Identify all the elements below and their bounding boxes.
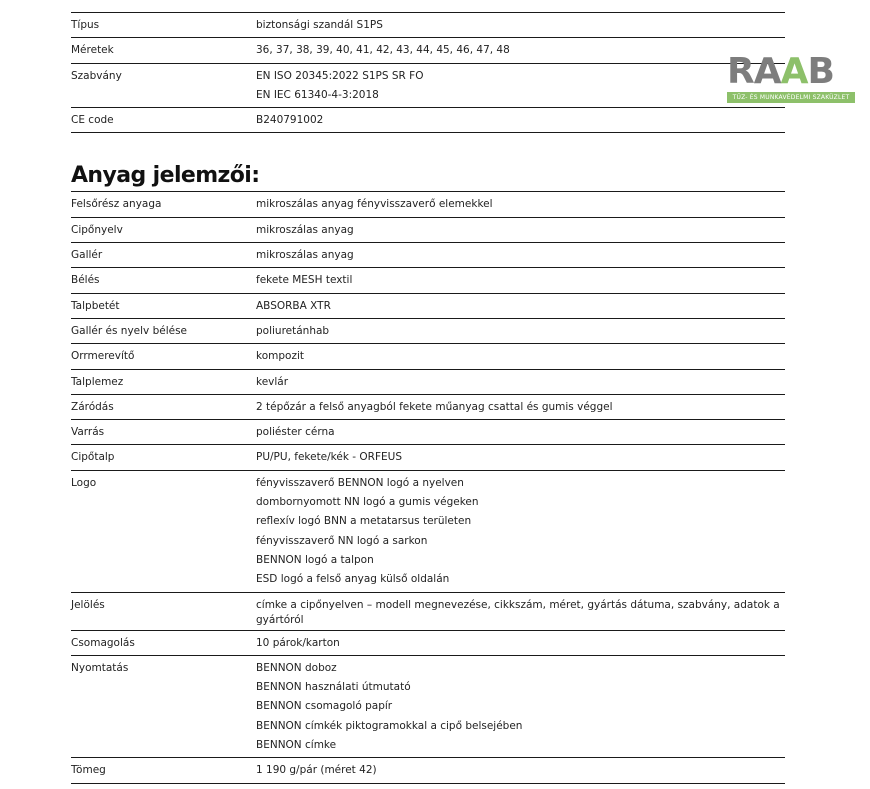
value-line: 2 tépőzár a felső anyagból fekete műanyag csattal és gumis véggel [256,400,613,413]
value-line: biztonsági szandál S1PS [256,19,383,31]
table-row [71,242,785,267]
value-line: BENNON doboz [256,661,337,674]
value-line: kevlár [256,375,289,388]
row-value [256,322,785,341]
table-row [71,470,785,592]
table-row [71,655,785,757]
spec-table [71,12,785,133]
value-line: reflexív logó BNN a metatarsus területen [256,515,472,528]
row-value [256,596,785,628]
row-label: Méretek [71,44,114,57]
value-line: poliuretánhab [256,324,330,337]
row-label: Gallér és nyelv bélése [71,324,188,337]
value-line: BENNON használati útmutató [256,681,411,694]
table-row [71,369,785,394]
row-value [256,474,785,590]
row-label: Típus [71,19,100,31]
value-line: EN IEC 61340-4-3:2018 [256,88,379,101]
table-row [71,107,785,133]
row-value [256,659,785,755]
row-label: Tömeg [71,764,106,777]
row-label: Talpbetét [71,299,120,312]
row-label: Bélés [71,274,100,287]
logo-wordmark: RAAB [727,51,834,92]
table-row [71,444,785,469]
table-row [71,343,785,368]
value-line: mikroszálas anyag [256,223,354,236]
value-line: fekete MESH textil [256,274,353,287]
row-value [256,221,785,240]
row-value [256,271,785,290]
row-label: Záródás [71,400,114,413]
table-row [71,12,785,37]
value-line: ESD logó a felső anyag külső oldalán [256,573,450,586]
value-line: BENNON logó a talpon [256,553,374,566]
table-row [71,592,785,630]
value-line: BENNON címke [256,739,337,752]
spec-sheet [71,0,785,784]
row-label: Jelölés [71,598,105,611]
row-value [256,41,785,60]
row-label: Talplemez [71,375,124,388]
table-row [71,757,785,783]
row-label: Logo [71,476,97,489]
value-line: BENNON csomagoló papír [256,700,393,713]
table-row [71,191,785,216]
row-label: Nyomtatás [71,661,129,674]
row-label: Gallér [71,249,103,262]
row-value [256,297,785,316]
row-label: Orrmerevítő [71,350,135,363]
row-label: Cipőnyelv [71,223,123,236]
row-value [256,423,785,442]
row-value [256,111,785,130]
value-line: PU/PU, fekete/kék - ORFEUS [256,451,402,464]
value-line: fényvisszaverő NN logó a sarkon [256,534,428,547]
value-line: címke a cipőnyelven – modell megnevezése, cikkszám, méret, gyártás dátuma, szabvány, adatok a gyártóról [256,598,780,626]
row-value [256,448,785,467]
row-value [256,195,785,214]
value-line: EN ISO 20345:2022 S1PS SR FO [256,69,424,82]
table-row [71,318,785,343]
table-row [71,63,785,108]
value-line: 10 párok/karton [256,636,340,649]
row-value [256,398,785,417]
table-row [71,37,785,62]
value-line: mikroszálas anyag fényvisszaverő elemekkel [256,198,493,211]
value-line: ABSORBA XTR [256,299,331,312]
logo-tagline: TŰZ- ÉS MUNKAVÉDELMI SZAKÜZLET [727,92,855,103]
table-row [71,217,785,242]
value-line: dombornyomott NN logó a gumis végeken [256,496,479,509]
value-line: B240791002 [256,114,324,127]
table-row [71,630,785,655]
table-row [71,394,785,419]
row-value [256,246,785,265]
row-label: Csomagolás [71,636,135,649]
table-row [71,419,785,444]
value-line: fényvisszaverő BENNON logó a nyelven [256,476,464,489]
row-value [256,761,785,780]
row-value [256,67,785,106]
section-title: Anyag jelemzői: [71,163,260,189]
value-line: mikroszálas anyag [256,249,354,262]
value-line: poliéster cérna [256,426,335,439]
row-value [256,373,785,392]
row-label: CE code [71,114,114,127]
row-label: Varrás [71,426,105,439]
material-table [71,191,785,783]
row-value [256,347,785,366]
table-row [71,267,785,292]
value-line: 1 190 g/pár (méret 42) [256,764,377,777]
row-label: Cipőtalp [71,451,115,464]
value-line: BENNON címkék piktogramokkal a cipő belsejében [256,719,523,732]
row-label: Felsőrész anyaga [71,198,162,211]
table-row [71,293,785,318]
raab-logo [727,52,855,104]
value-line: kompozit [256,350,304,363]
row-label: Szabvány [71,69,122,82]
value-line: 36, 37, 38, 39, 40, 41, 42, 43, 44, 45, 46, 47, 48 [256,44,510,57]
row-value [256,634,785,653]
row-value [256,16,785,35]
